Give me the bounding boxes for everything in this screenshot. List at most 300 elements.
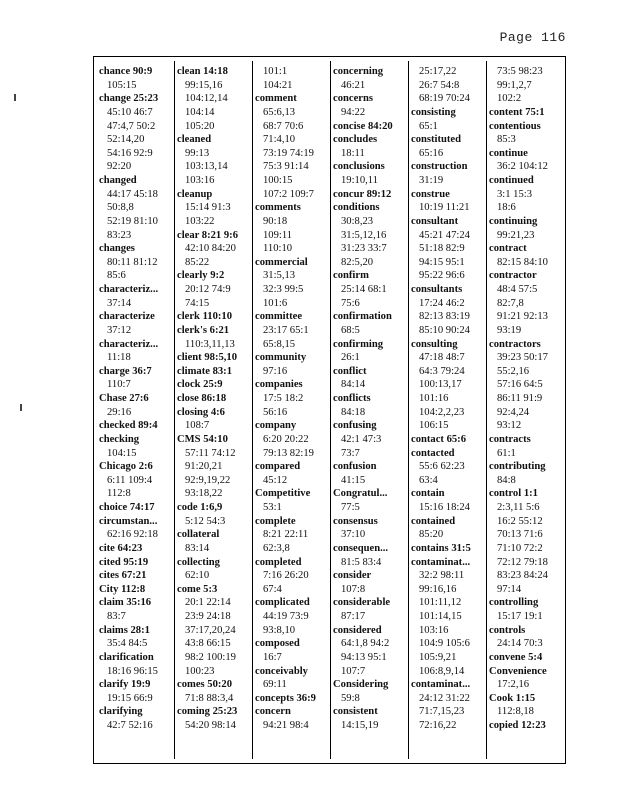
- index-term: contaminat...: [411, 556, 471, 568]
- index-page-ref: 82:13 83:19: [419, 311, 470, 323]
- index-column-2: [177, 65, 251, 759]
- index-page-ref: 101:6: [263, 297, 288, 309]
- index-term: checking: [99, 433, 140, 445]
- index-term: circumstan...: [99, 515, 158, 527]
- index-page-ref: 37:10: [341, 529, 366, 541]
- index-page-ref: 104:21: [263, 79, 293, 91]
- index-term: consisting: [411, 106, 456, 118]
- index-page-ref: 26:1: [341, 352, 360, 364]
- index-page-ref: 99:15,16: [185, 79, 223, 91]
- index-page-ref: 20:1 22:14: [185, 597, 231, 609]
- index-term: confirmation: [333, 311, 392, 323]
- index-term: client 98:5,10: [177, 352, 238, 364]
- index-term: clear 8:21 9:6: [177, 229, 238, 241]
- index-page-ref: 95:22 96:6: [419, 270, 465, 282]
- index-page-ref: 73:19 74:19: [263, 147, 314, 159]
- index-page-ref: 47:18 48:7: [419, 352, 465, 364]
- index-column-4: [333, 65, 407, 759]
- index-page-ref: 112:8,18: [497, 706, 534, 718]
- index-term: contributing: [489, 461, 546, 473]
- index-page-ref: 84:18: [341, 406, 366, 418]
- index-page-ref: 87:17: [341, 611, 366, 622]
- index-page-ref: 83:23 84:24: [497, 570, 548, 582]
- index-page-ref: 104:14: [185, 106, 215, 118]
- index-page-ref: 55:2,16: [497, 365, 530, 377]
- index-page-ref: 83:7: [107, 611, 126, 622]
- index-page-ref: 102:2: [497, 93, 522, 105]
- index-page-ref: 25:14 68:1: [341, 284, 387, 295]
- index-term: contractor: [489, 270, 537, 282]
- index-page-ref: 93:8,10: [263, 624, 296, 636]
- index-page-ref: 98:2 100:19: [185, 651, 236, 663]
- index-page-ref: 68:19 70:24: [419, 93, 470, 105]
- index-page-ref: 97:14: [497, 583, 522, 595]
- index-page-ref: 41:15: [341, 474, 366, 486]
- index-term: closing 4:6: [177, 406, 225, 418]
- index-term: checked 89:4: [99, 420, 158, 432]
- index-page-ref: 101:11,12: [419, 597, 462, 609]
- index-page-ref: 44:17 45:18: [107, 188, 158, 200]
- index-term: control 1:1: [489, 488, 538, 500]
- index-page-ref: 92:20: [107, 161, 132, 173]
- index-term: consultant: [411, 215, 459, 227]
- index-term: compared: [255, 461, 301, 473]
- index-page-ref: 18:16 96:15: [107, 665, 158, 677]
- index-term: community: [255, 352, 307, 364]
- index-term: change 25:23: [99, 93, 159, 105]
- index-page-ref: 3:1 15:3: [497, 188, 533, 200]
- index-term: climate 83:1: [177, 365, 233, 377]
- index-page-ref: 91:20,21: [185, 461, 223, 473]
- index-page-ref: 52:14,20: [107, 134, 145, 146]
- index-page-ref: 62:3,8: [263, 542, 290, 554]
- index-page-ref: 42:10 84:20: [185, 243, 236, 255]
- index-page-ref: 84:8: [497, 474, 516, 486]
- index-page-ref: 64:3 79:24: [419, 365, 465, 377]
- index-page-ref: 6:11 109:4: [107, 474, 153, 486]
- index-term: conclusions: [333, 161, 385, 173]
- index-term: confirming: [333, 338, 384, 350]
- index-page-ref: 35:4 84:5: [107, 638, 148, 650]
- index-page-ref: 29:16: [107, 406, 132, 418]
- index-page-ref: 31:5,12,16: [341, 229, 387, 241]
- index-term: committee: [255, 311, 303, 323]
- index-term: close 86:18: [177, 393, 227, 404]
- index-term: clerk 110:10: [177, 311, 233, 323]
- index-page-ref: 57:16 64:5: [497, 379, 543, 391]
- index-term: constituted: [411, 134, 462, 146]
- index-page-ref: 65:6,13: [263, 106, 296, 118]
- index-page-ref: 16:2 55:12: [497, 515, 543, 527]
- index-page-ref: 53:1: [263, 502, 282, 513]
- index-term: claim 35:16: [99, 597, 152, 609]
- index-page-ref: 50:8,8: [107, 202, 134, 214]
- index-term: comes 50:20: [177, 679, 233, 691]
- index-page-ref: 108:7: [185, 420, 210, 432]
- index-page-ref: 43:8 66:15: [185, 638, 231, 650]
- index-page-ref: 42:1 47:3: [341, 433, 382, 445]
- index-page-ref: 93:19: [497, 324, 522, 336]
- index-term: completed: [255, 556, 302, 568]
- index-page-ref: 65:16: [419, 147, 444, 159]
- index-term: confusion: [333, 461, 377, 473]
- index-term: Cook 1:15: [489, 692, 536, 704]
- index-page-ref: 8:21 22:11: [263, 529, 309, 541]
- index-term: contain: [411, 488, 445, 500]
- index-page-ref: 79:13 82:19: [263, 447, 314, 459]
- index-page-ref: 37:12: [107, 324, 132, 336]
- index-page-ref: 110:7: [107, 379, 131, 391]
- index-page-ref: 6:20 20:22: [263, 433, 309, 445]
- index-page-ref: 68:7 70:6: [263, 120, 304, 132]
- index-page-ref: 93:18,22: [185, 488, 223, 500]
- index-page-ref: 37:17,20,24: [185, 624, 236, 636]
- index-term: contained: [411, 515, 456, 527]
- index-page-ref: 32:2 98:11: [419, 570, 465, 582]
- index-term: consulting: [411, 338, 458, 350]
- index-page-ref: 36:2 104:12: [497, 161, 548, 173]
- index-page-ref: 19:15 66:9: [107, 692, 153, 704]
- index-term: characteriz...: [99, 338, 159, 350]
- index-term: collateral: [177, 529, 220, 541]
- index-page-ref: 46:21: [341, 79, 366, 91]
- index-page-ref: 110:3,11,13: [185, 338, 235, 350]
- column-divider: [174, 61, 175, 759]
- index-term: claims 28:1: [99, 624, 150, 636]
- index-page-ref: 105:15: [107, 79, 137, 91]
- index-term: content 75:1: [489, 106, 545, 118]
- index-page-ref: 106:15: [419, 420, 449, 432]
- index-page-ref: 37:14: [107, 297, 132, 309]
- index-term: concepts 36:9: [255, 692, 316, 704]
- index-page-ref: 5:12 54:3: [185, 515, 226, 527]
- index-page-ref: 106:8,9,14: [419, 665, 465, 677]
- column-divider: [408, 61, 409, 759]
- index-term: cleanup: [177, 188, 213, 200]
- index-page-ref: 74:15: [185, 297, 210, 309]
- index-term: cleaned: [177, 134, 212, 146]
- index-page-ref: 16:7: [263, 651, 282, 663]
- index-term: conceivably: [255, 665, 308, 677]
- index-term: considerable: [333, 597, 391, 609]
- index-page-ref: 94:21 98:4: [263, 720, 309, 731]
- index-page-ref: 65:8,15: [263, 338, 296, 350]
- index-page-ref: 15:16 18:24: [419, 502, 470, 513]
- index-page-ref: 101:16: [419, 393, 449, 404]
- index-term: consider: [333, 570, 372, 582]
- index-page-ref: 104:12,14: [185, 93, 228, 105]
- index-term: come 5:3: [177, 583, 218, 595]
- index-term: clerk's 6:21: [177, 324, 230, 336]
- index-page-ref: 19:10,11: [341, 175, 378, 186]
- index-term: CMS 54:10: [177, 433, 228, 445]
- index-page-ref: 17:24 46:2: [419, 297, 465, 309]
- index-page-ref: 83:14: [185, 542, 210, 554]
- index-page-ref: 17:2,16: [497, 679, 530, 691]
- scan-mark: [20, 404, 22, 411]
- index-page-ref: 45:12: [263, 474, 288, 486]
- index-page-ref: 72:16,22: [419, 720, 457, 731]
- index-page-ref: 63:4: [419, 474, 438, 486]
- index-page-ref: 23:9 24:18: [185, 611, 231, 622]
- index-term: complete: [255, 515, 296, 527]
- index-page-ref: 103:16: [419, 624, 449, 636]
- index-term: characteriz...: [99, 284, 159, 295]
- index-page-ref: 42:7 52:16: [107, 720, 153, 731]
- index-page-ref: 104:2,2,23: [419, 406, 465, 418]
- index-page-ref: 64:1,8 94:2: [341, 638, 390, 650]
- index-page-ref: 15:17 19:1: [497, 611, 543, 622]
- index-page-ref: 85:6: [107, 270, 126, 282]
- index-page-ref: 61:1: [497, 447, 516, 459]
- index-page-ref: 11:18: [107, 352, 131, 364]
- index-term: clean 14:18: [177, 66, 228, 77]
- index-page-ref: 47:4,7 50:2: [107, 120, 156, 132]
- index-term: consistent: [333, 706, 378, 718]
- index-page-ref: 82:5,20: [341, 256, 374, 268]
- index-term: construe: [411, 188, 450, 200]
- index-term: contact 65:6: [411, 433, 467, 445]
- index-page-ref: 85:22: [185, 256, 210, 268]
- index-column-5: [411, 65, 485, 759]
- index-page-ref: 24:12 31:22: [419, 692, 470, 704]
- index-term: confusing: [333, 420, 377, 432]
- index-term: changed: [99, 175, 137, 186]
- index-term: concerns: [333, 93, 374, 105]
- index-term: considered: [333, 624, 382, 636]
- index-term: contacted: [411, 447, 455, 459]
- index-term: confirm: [333, 270, 369, 282]
- index-page-ref: 94:13 95:1: [341, 651, 387, 663]
- index-term: concern: [255, 706, 291, 718]
- index-page-ref: 104:15: [107, 447, 137, 459]
- index-page-ref: 85:20: [419, 529, 444, 541]
- index-page-ref: 73:7: [341, 447, 360, 459]
- index-page-ref: 62:10: [185, 570, 210, 582]
- index-page-ref: 31:19: [419, 175, 444, 186]
- index-page-ref: 54:16 92:9: [107, 147, 153, 159]
- index-page-ref: 23:17 65:1: [263, 324, 309, 336]
- index-page-ref: 15:14 91:3: [185, 202, 231, 214]
- index-page-ref: 90:18: [263, 215, 288, 227]
- index-page-ref: 107:7: [341, 665, 366, 677]
- index-term: concerning: [333, 66, 384, 77]
- index-term: clarify 19:9: [99, 679, 151, 691]
- index-term: changes: [99, 243, 135, 255]
- index-page-ref: 85:10 90:24: [419, 324, 470, 336]
- index-term: contract: [489, 243, 527, 255]
- index-page-ref: 110:10: [263, 243, 293, 255]
- index-page-ref: 20:12 74:9: [185, 284, 231, 295]
- index-page-ref: 62:16 92:18: [107, 529, 158, 541]
- index-page-ref: 31:5,13: [263, 270, 296, 282]
- index-page-ref: 75:6: [341, 297, 360, 309]
- index-term: concludes: [333, 134, 378, 146]
- index-term: clearly 9:2: [177, 270, 225, 282]
- index-term: contractors: [489, 338, 541, 350]
- index-term: cites 67:21: [99, 570, 147, 582]
- index-term: conditions: [333, 202, 380, 214]
- index-page-ref: 25:17,22: [419, 66, 457, 77]
- index-page-ref: 92:4,24: [497, 406, 530, 418]
- index-term: choice 74:17: [99, 502, 155, 513]
- index-page-ref: 100:13,17: [419, 379, 462, 391]
- index-page-ref: 84:14: [341, 379, 366, 391]
- index-page-ref: 81:5 83:4: [341, 556, 382, 568]
- index-page-ref: 70:13 71:6: [497, 529, 543, 541]
- index-page-ref: 94:22: [341, 106, 366, 118]
- index-page-ref: 67:4: [263, 583, 282, 595]
- index-page-ref: 77:5: [341, 502, 360, 513]
- index-page-ref: 75:3 91:14: [263, 161, 309, 173]
- index-page-ref: 99:1,2,7: [497, 79, 532, 91]
- index-page-ref: 97:16: [263, 365, 288, 377]
- index-page-ref: 7:16 26:20: [263, 570, 309, 582]
- index-page-ref: 32:3 99:5: [263, 284, 304, 295]
- index-page-ref: 107:8: [341, 583, 366, 595]
- index-page-ref: 105:20: [185, 120, 215, 132]
- index-term: chance 90:9: [99, 66, 153, 77]
- index-page-ref: 10:19 11:21: [419, 202, 470, 214]
- index-page-ref: 99:21,23: [497, 229, 535, 241]
- index-column-3: [255, 65, 329, 759]
- index-term: contains 31:5: [411, 542, 471, 554]
- column-divider: [252, 61, 253, 759]
- index-page-ref: 45:21 47:24: [419, 229, 470, 241]
- index-term: composed: [255, 638, 300, 650]
- index-page-ref: 103:13,14: [185, 161, 228, 173]
- index-term: clock 25:9: [177, 379, 223, 391]
- index-page-ref: 51:18 82:9: [419, 243, 465, 255]
- index-term: Considering: [333, 679, 389, 691]
- index-page-ref: 56:16: [263, 406, 288, 418]
- index-page-ref: 59:8: [341, 692, 360, 704]
- index-page-ref: 57:11 74:12: [185, 447, 236, 459]
- index-term: conflict: [333, 365, 367, 377]
- index-term: convene 5:4: [489, 651, 543, 663]
- index-page-ref: 80:11 81:12: [107, 256, 158, 268]
- index-page-ref: 93:12: [497, 420, 522, 432]
- index-term: construction: [411, 161, 468, 173]
- index-page-ref: 99:16,16: [419, 583, 457, 595]
- index-term: comments: [255, 202, 301, 214]
- index-page-ref: 85:3: [497, 134, 516, 146]
- index-term: City 112:8: [99, 583, 146, 595]
- index-column-6: [489, 65, 564, 759]
- index-page-ref: 71:4,10: [263, 134, 296, 146]
- index-table: [93, 56, 566, 764]
- index-term: charge 36:7: [99, 365, 152, 377]
- index-page-ref: 18:11: [341, 147, 365, 159]
- index-page-ref: 83:23: [107, 229, 132, 241]
- index-page-ref: 99:13: [185, 147, 210, 159]
- index-page-ref: 48:4 57:5: [497, 284, 538, 295]
- index-term: complicated: [255, 597, 310, 609]
- index-term: clarification: [99, 651, 154, 663]
- index-column-1: [99, 65, 173, 759]
- index-page-ref: 54:20 98:14: [185, 720, 236, 731]
- index-page-ref: 71:7,15,23: [419, 706, 465, 718]
- index-page-ref: 71:10 72:2: [497, 542, 543, 554]
- index-term: consultants: [411, 284, 463, 295]
- index-term: concise 84:20: [333, 120, 393, 132]
- index-term: Competitive: [255, 488, 311, 500]
- index-page-ref: 52:19 81:10: [107, 215, 158, 227]
- index-page-ref: 101:1: [263, 66, 288, 77]
- index-page-ref: 103:22: [185, 215, 215, 227]
- index-page-ref: 94:15 95:1: [419, 256, 465, 268]
- index-page-ref: 26:7 54:8: [419, 79, 460, 91]
- index-term: coming 25:23: [177, 706, 238, 718]
- index-term: conflicts: [333, 393, 371, 404]
- index-term: Chicago 2:6: [99, 461, 153, 473]
- index-term: consequen...: [333, 542, 389, 554]
- index-page-ref: 39:23 50:17: [497, 352, 548, 364]
- index-page-ref: 100:23: [185, 665, 215, 677]
- index-page-ref: 73:5 98:23: [497, 66, 543, 77]
- index-page-ref: 69:11: [263, 679, 287, 691]
- index-page-ref: 45:10 46:7: [107, 106, 153, 118]
- index-page-ref: 72:12 79:18: [497, 556, 548, 568]
- index-term: companies: [255, 379, 303, 391]
- index-page-ref: 55:6 62:23: [419, 461, 465, 473]
- index-term: concur 89:12: [333, 188, 392, 200]
- index-page-ref: 104:9 105:6: [419, 638, 470, 650]
- index-term: company: [255, 420, 297, 432]
- index-term: continuing: [489, 215, 538, 227]
- index-page-ref: 65:1: [419, 120, 438, 132]
- index-page-ref: 24:14 70:3: [497, 638, 543, 650]
- index-page-ref: 82:15 84:10: [497, 256, 548, 268]
- index-page-ref: 18:6: [497, 202, 516, 214]
- index-term: characterize: [99, 311, 155, 323]
- index-term: contentious: [489, 120, 541, 132]
- index-page-ref: 92:9,19,22: [185, 474, 231, 486]
- index-term: clarifying: [99, 706, 143, 718]
- index-page-ref: 105:9,21: [419, 651, 457, 663]
- scan-mark: [14, 94, 16, 101]
- index-term: controls: [489, 624, 526, 636]
- page-number-label: Page 116: [499, 30, 566, 45]
- index-term: commercial: [255, 256, 308, 268]
- index-term: copied 12:23: [489, 720, 546, 731]
- index-term: code 1:6,9: [177, 502, 223, 513]
- index-page-ref: 31:23 33:7: [341, 243, 387, 255]
- index-page-ref: 14:15,19: [341, 720, 379, 731]
- index-term: collecting: [177, 556, 220, 568]
- index-page-ref: 103:16: [185, 175, 215, 186]
- index-term: Convenience: [489, 665, 547, 677]
- index-page-ref: 109:11: [263, 229, 293, 241]
- column-divider: [486, 61, 487, 759]
- index-term: cited 95:19: [99, 556, 149, 568]
- index-term: contaminat...: [411, 679, 471, 691]
- index-term: controlling: [489, 597, 539, 609]
- index-page-ref: 17:5 18:2: [263, 393, 304, 404]
- index-page-ref: 101:14,15: [419, 611, 462, 622]
- index-term: contracts: [489, 433, 531, 445]
- index-page-ref: 44:19 73:9: [263, 611, 309, 622]
- index-page-ref: 86:11 91:9: [497, 393, 543, 404]
- index-term: consensus: [333, 515, 378, 527]
- index-term: continued: [489, 175, 534, 186]
- index-page-ref: 2:3,11 5:6: [497, 502, 540, 513]
- index-page-ref: 68:5: [341, 324, 360, 336]
- index-term: cite 64:23: [99, 542, 143, 554]
- index-page-ref: 91:21 92:13: [497, 311, 548, 323]
- index-term: Chase 27:6: [99, 393, 149, 404]
- index-term: Congratul...: [333, 488, 388, 500]
